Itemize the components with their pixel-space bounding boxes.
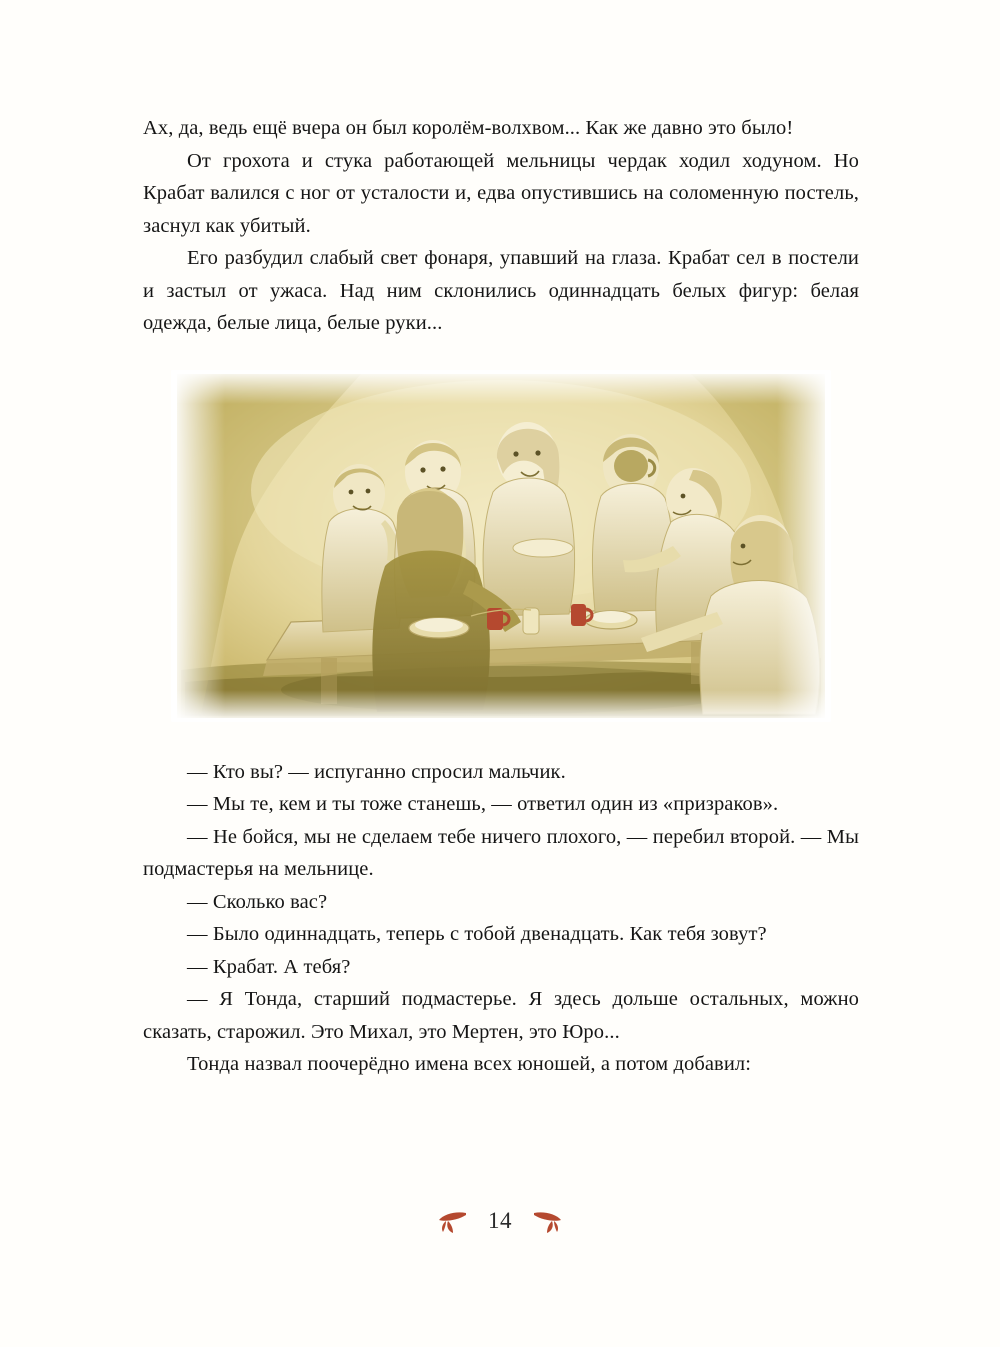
page-content	[143, 112, 859, 1081]
illustration-artwork	[171, 370, 831, 722]
dialogue-line-5: — Было одиннадцать, теперь с тобой двенадцать. Как тебя зовут?	[187, 923, 767, 945]
dialogue-line-6: — Крабат. А тебя?	[187, 955, 351, 978]
dialogue-line-1: — Кто вы? — испуганно спросил мальчик.	[187, 760, 566, 783]
illustration-container	[143, 370, 859, 722]
paragraph-1: Ах, да, ведь ещё вчера он был королём-волхвом... Как же давно это было!	[143, 117, 794, 139]
dialogue-line-4: — Сколько вас?	[187, 890, 328, 913]
paragraph-3: Его разбудил слабый свет фонаря, упавший на глаза. Крабат сел в постели и застыл от ужаса. Над ним склонились одиннадцать белых фигур: белая одежда, белые лица, белые руки...	[143, 247, 859, 334]
dialogue-line-3: — Не бойся, мы не сделаем тебе ничего плохого, — перебил второй. — Мы подмастерья на мельнице.	[143, 825, 859, 880]
leaf-ornament-right-icon	[530, 1208, 564, 1234]
page-number: 14	[488, 1208, 512, 1233]
dialogue-block	[143, 756, 859, 1081]
page-footer	[0, 1208, 1000, 1234]
paragraph-2: От грохота и стука работающей мельницы чердак ходил ходуном. Но Крабат валился с ног от усталости и, едва опустившись на соломенную постель, заснул как убитый.	[143, 149, 859, 237]
dialogue-line-2: — Мы те, кем и ты тоже станешь, — ответил один из «призраков».	[187, 793, 779, 815]
watercolor-illustration-apprentices-at-table	[171, 370, 831, 722]
leaf-ornament-left-icon	[436, 1208, 470, 1234]
dialogue-line-8: Тонда назвал поочерёдно имена всех юношей, а потом добавил:	[187, 1053, 752, 1075]
dialogue-line-7: — Я Тонда, старший подмастерье. Я здесь дольше остальных, можно сказать, старожил. Это Михал, это Мертен, это Юро...	[143, 988, 859, 1043]
